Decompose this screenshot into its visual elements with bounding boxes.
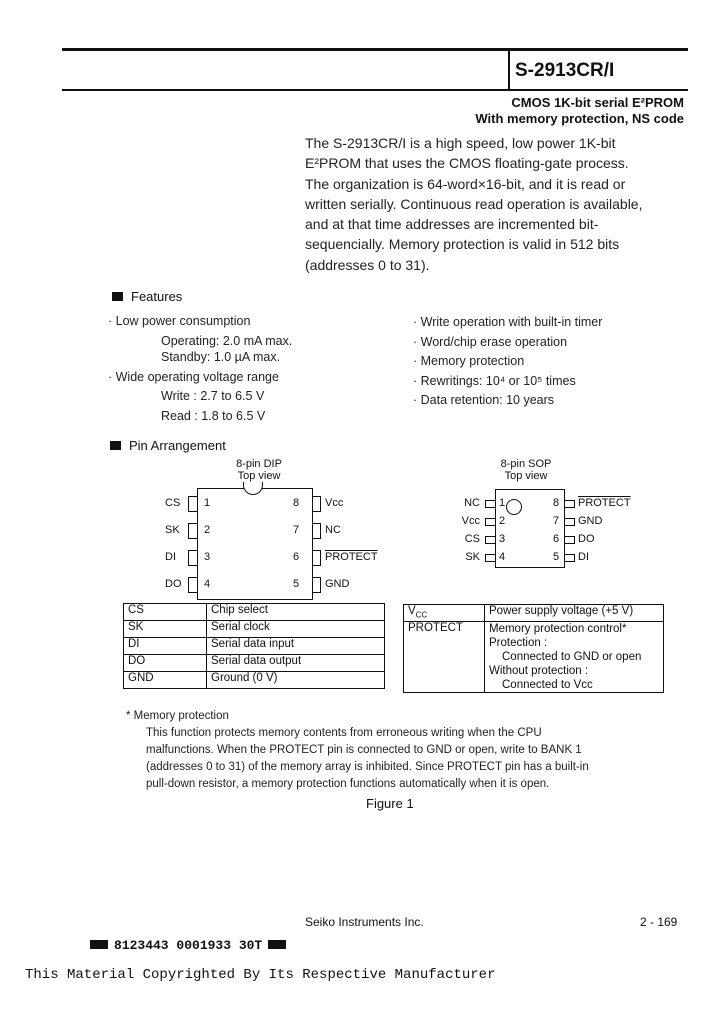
note-line: pull-down resistor, a memory protection functions automatically when it is open. — [146, 778, 550, 790]
pin-label: DO — [578, 533, 595, 545]
pin-lead-icon — [564, 536, 575, 544]
pin-label: DI — [165, 551, 176, 563]
pin-label: CS — [464, 533, 480, 545]
table-row — [404, 622, 664, 693]
header-rule — [62, 89, 688, 91]
pin-name: SK — [124, 621, 207, 638]
intro-line: (addresses 0 to 31). — [305, 256, 430, 273]
pin-lead-icon — [312, 550, 321, 566]
pin-number: 8 — [293, 497, 300, 509]
pin-desc: Chip select — [207, 604, 385, 621]
table-row — [124, 604, 385, 621]
intro-line: sequencially. Memory protection is valid in 512 bits — [305, 236, 620, 253]
barcode-block-icon — [90, 940, 108, 949]
pin-label: CS — [165, 497, 181, 509]
pin-lead-icon — [312, 496, 321, 512]
copyright-notice: This Material Copyrighted By Its Respective Manufacturer — [25, 967, 496, 983]
memory-protection-note — [126, 708, 589, 793]
pin-label: Vcc — [325, 497, 344, 509]
feature-item: · Rewritings: 10⁴ or 10⁵ times — [413, 373, 576, 388]
table-row — [404, 605, 664, 622]
desc-line: Protection : — [489, 637, 548, 649]
pin-label: SK — [165, 524, 180, 536]
pin-name: CS — [124, 604, 207, 621]
pin-label: SK — [465, 551, 480, 563]
features-right — [413, 313, 602, 411]
pin-desc: Ground (0 V) — [207, 672, 385, 689]
feature-item: · Data retention: 10 years — [413, 393, 555, 407]
pin-number: 7 — [293, 524, 300, 536]
pin-name: DI — [124, 638, 207, 655]
desc-line: Without protection : — [489, 665, 589, 677]
pin-lead-icon — [485, 536, 496, 544]
figure-caption: Figure 1 — [366, 796, 414, 811]
feature-item: · Word/chip erase operation — [413, 334, 568, 349]
features-heading — [112, 289, 182, 304]
pin-lead-icon — [312, 577, 321, 593]
feature-item: Operating: 2.0 mA max. — [161, 333, 293, 348]
pin-label: NC — [464, 497, 480, 509]
feature-item: · Low power consumption — [108, 314, 251, 328]
intro-line: written serially. Continuous read operation is available, — [305, 195, 643, 212]
barcode-block-icon — [268, 940, 286, 949]
subtitle-line-2: With memory protection, NS code — [475, 111, 684, 126]
note-body — [126, 725, 589, 793]
pin-number: 1 — [204, 497, 211, 509]
feature-item: · Wide operating voltage range — [108, 369, 279, 384]
subtitle — [475, 95, 684, 127]
pin-lead-icon — [485, 518, 496, 526]
intro-paragraph — [305, 133, 642, 275]
intro-line: and at that time addresses are incremented bit- — [305, 216, 599, 233]
pin-table-right — [403, 604, 664, 693]
pin-name: GND — [124, 672, 207, 689]
part-number: S-2913CR/I — [515, 60, 615, 81]
pin-label: DO — [165, 578, 182, 590]
pin-desc: Serial data input — [207, 638, 385, 655]
pin-label: GND — [578, 515, 603, 527]
pin-name: DO — [124, 655, 207, 672]
pin-desc: Power supply voltage (+5 V) — [485, 605, 664, 622]
table-row — [124, 672, 385, 689]
pin-table-left — [123, 603, 385, 689]
pin-number: 3 — [204, 551, 211, 563]
pin-number: 5 — [553, 551, 560, 563]
pin-label: GND — [325, 578, 350, 590]
subtitle-line-1: CMOS 1K-bit serial E²PROM — [511, 95, 684, 110]
sop-caption — [496, 458, 556, 482]
pin-lead-icon — [312, 523, 321, 539]
pin-desc — [485, 622, 664, 693]
pin-number: 6 — [293, 551, 300, 563]
title-divider — [508, 51, 510, 91]
bullet-square-icon — [110, 441, 121, 450]
pin-lead-icon — [485, 500, 496, 508]
footer-page: 2 - 169 — [640, 915, 678, 929]
note-title: * Memory protection — [126, 710, 229, 722]
barcode-line — [90, 938, 286, 953]
pin-name: $V_{CC}$ — [404, 605, 485, 622]
pin-number: 6 — [553, 533, 560, 545]
bullet-square-icon — [112, 292, 123, 301]
features-heading-text: Features — [131, 289, 183, 304]
sop-pin1-marker-icon — [506, 499, 522, 515]
pin-label: Vcc — [461, 515, 480, 527]
pin-heading-text: Pin Arrangement — [129, 438, 226, 453]
sop-title: 8-pin SOP — [500, 458, 552, 470]
desc-line: Connected to Vcc — [502, 679, 593, 691]
intro-line: The organization is 64-word×16-bit, and it is read or — [305, 175, 626, 192]
feature-item: Write : 2.7 to 6.5 V — [161, 389, 265, 403]
pin-number: 5 — [293, 578, 300, 590]
pin-label: PROTECT — [578, 497, 631, 509]
pin-number: 3 — [499, 533, 506, 545]
pin-heading — [110, 438, 226, 453]
pin-lead-icon — [485, 554, 496, 562]
pin-lead-icon — [564, 500, 575, 508]
note-line: malfunctions. When the PROTECT pin is connected to GND or open, write to BANK 1 — [146, 744, 582, 756]
feature-item: · Memory protection — [413, 354, 525, 368]
pin-lead-icon — [564, 554, 575, 562]
dip-view: Top view — [237, 470, 281, 482]
pin-label: PROTECT — [325, 551, 378, 563]
feature-item: Standby: 1.0 µA max. — [161, 350, 281, 364]
features-left — [108, 312, 292, 426]
table-row — [124, 621, 385, 638]
pin-number: 8 — [553, 497, 560, 509]
feature-item: · Write operation with built-in timer — [413, 315, 603, 329]
pin-number: 7 — [553, 515, 560, 527]
pin-lead-icon — [188, 577, 197, 593]
pin-lead-icon — [188, 496, 197, 512]
pin-number: 4 — [204, 578, 211, 590]
pin-lead-icon — [564, 518, 575, 526]
pin-number: 4 — [499, 551, 506, 563]
pin-label: DI — [578, 551, 589, 563]
barcode-text: 8123443 0001933 30T — [114, 938, 263, 953]
dip-caption — [229, 458, 289, 482]
pin-desc: Serial data output — [207, 655, 385, 672]
dip-title: 8-pin DIP — [236, 458, 282, 470]
footer-company: Seiko Instruments Inc. — [305, 915, 424, 929]
table-row — [124, 655, 385, 672]
pin-number: 1 — [499, 497, 506, 509]
pin-number: 2 — [499, 515, 506, 527]
feature-item: Read : 1.8 to 6.5 V — [161, 408, 266, 423]
note-line: (addresses 0 to 31) of the memory array is inhibited. Since PROTECT pin has a built-in — [146, 761, 589, 773]
pin-label: NC — [325, 524, 341, 536]
pin-number: 2 — [204, 524, 211, 536]
intro-line: The S-2913CR/I is a high speed, low power 1K-bit — [305, 135, 616, 151]
table-row — [124, 638, 385, 655]
top-rule — [62, 48, 688, 51]
desc-line: Memory protection control* — [489, 623, 627, 635]
sop-view: Top view — [504, 470, 548, 482]
pin-lead-icon — [188, 550, 197, 566]
pin-lead-icon — [188, 523, 197, 539]
note-line: This function protects memory contents from erroneous writing when the CPU — [146, 727, 542, 739]
desc-line: Connected to GND or open — [502, 651, 642, 663]
intro-line: E²PROM that uses the CMOS floating-gate process. — [305, 155, 629, 172]
pin-name: PROTECT — [404, 622, 485, 693]
pin-desc: Serial clock — [207, 621, 385, 638]
